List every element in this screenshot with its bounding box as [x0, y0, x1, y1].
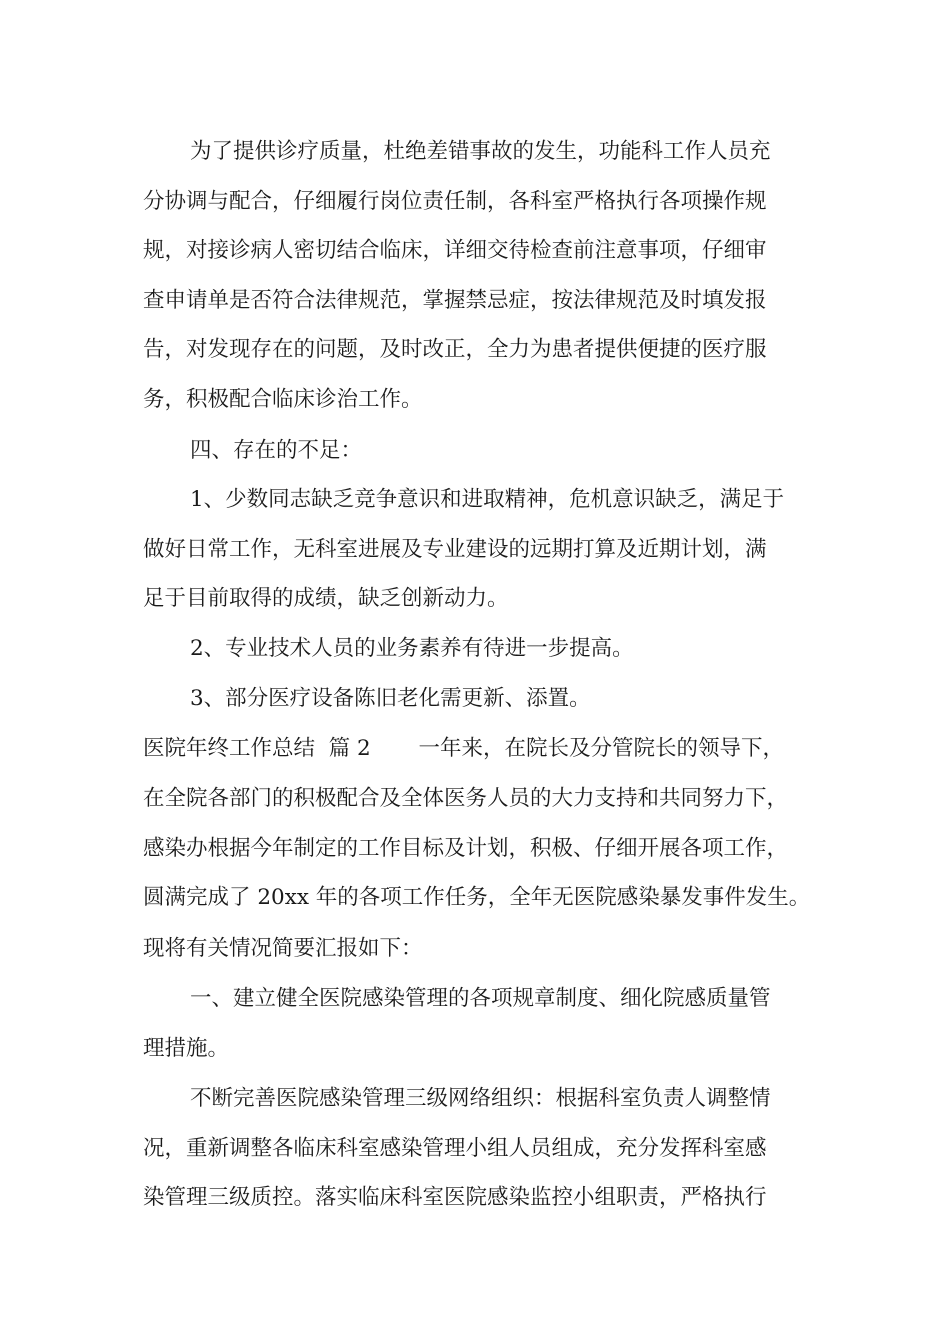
paragraph-line: 查申请单是否符合法律规范，掌握禁忌症，按法律规范及时填发报	[143, 288, 767, 313]
list-item-line: 3、部分医疗设备陈旧老化需更新、添置。	[190, 686, 591, 711]
list-item-line: 足于目前取得的成绩，缺乏创新动力。	[143, 586, 509, 611]
paragraph-line: 在全院各部门的积极配合及全体医务人员的大力支持和共同努力下，	[143, 786, 789, 811]
paragraph-line: 务，积极配合临床诊治工作。	[143, 387, 423, 412]
section-title-line: 医院年终工作总结 篇 2 一年来，在院长及分管院长的领导下，	[143, 736, 785, 761]
section-heading: 理措施。	[143, 1036, 230, 1061]
paragraph-line: 分协调与配合，仔细履行岗位责任制，各科室严格执行各项操作规	[143, 189, 767, 214]
paragraph-line: 染管理三级质控。落实临床科室医院感染监控小组职责，严格执行	[143, 1185, 767, 1210]
list-item-line: 做好日常工作，无科室进展及专业建设的远期打算及近期计划，满	[143, 537, 767, 562]
paragraph-line: 规，对接诊病人密切结合临床，详细交待检查前注意事项，仔细审	[143, 238, 767, 263]
list-item-line: 2、专业技术人员的业务素养有待进一步提高。	[190, 636, 634, 661]
section-heading: 四、存在的不足：	[190, 438, 363, 463]
paragraph-line: 不断完善医院感染管理三级网络组织：根据科室负责人调整情	[190, 1086, 771, 1111]
paragraph-line: 为了提供诊疗质量，杜绝差错事故的发生，功能科工作人员充	[190, 139, 771, 164]
paragraph-line: 圆满完成了 20xx 年的各项工作任务，全年无医院感染暴发事件发生。	[143, 885, 811, 910]
section-heading: 一、建立健全医院感染管理的各项规章制度、细化院感质量管	[190, 986, 771, 1011]
paragraph-line: 现将有关情况简要汇报如下：	[143, 936, 423, 961]
list-item-line: 1、少数同志缺乏竞争意识和进取精神，危机意识缺乏，满足于	[190, 487, 785, 512]
paragraph-line: 感染办根据今年制定的工作目标及计划，积极、仔细开展各项工作，	[143, 836, 789, 861]
paragraph-line: 告，对发现存在的问题，及时改正，全力为患者提供便捷的医疗服	[143, 337, 767, 362]
paragraph-line: 况，重新调整各临床科室感染管理小组人员组成，充分发挥科室感	[143, 1136, 767, 1161]
